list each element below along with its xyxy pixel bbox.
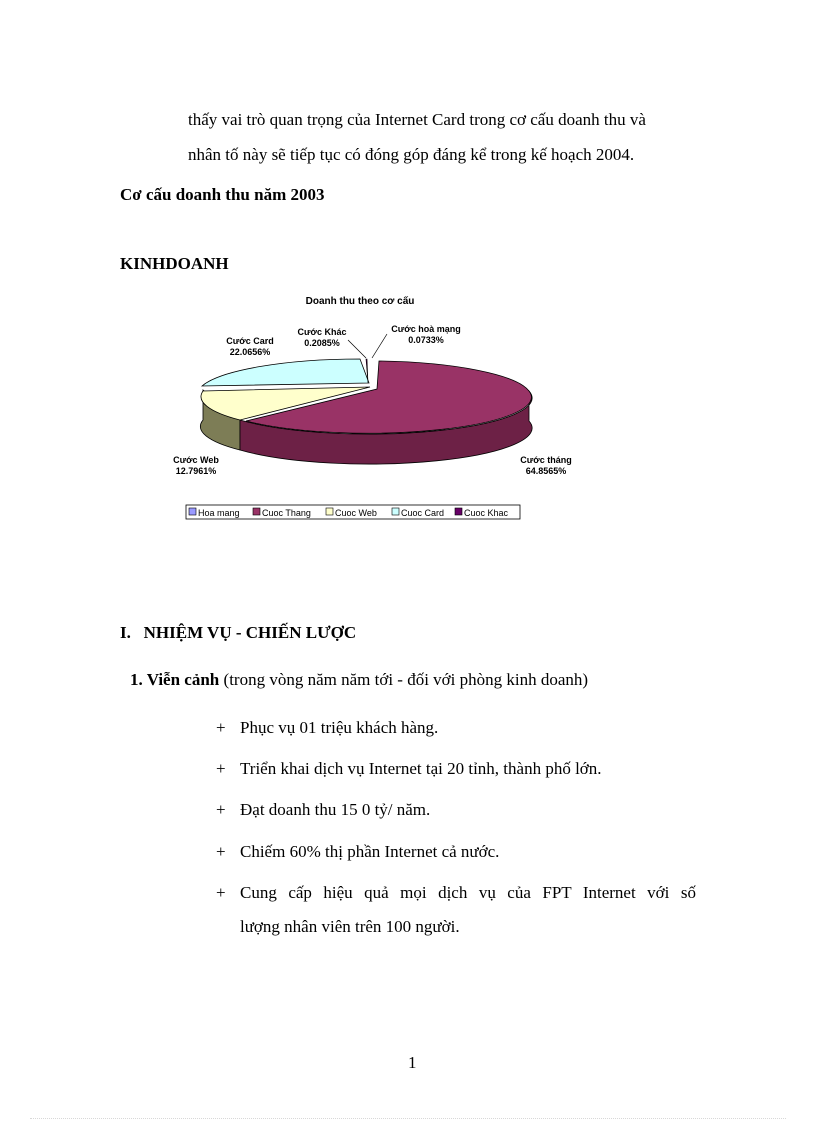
legend-label-khac: Cuoc Khac [464, 508, 509, 518]
bullet-item-1: Phục vụ 01 triệu khách hàng. [240, 718, 439, 737]
label-hoamang-value: 0.0733% [408, 335, 444, 345]
section-title: I. NHIỆM VỤ - CHIẾN LƯỢC [120, 623, 357, 642]
bullet-item-3: Đạt doanh thu 15 0 tỷ/ năm. [240, 800, 431, 819]
kinhdoanh-heading: KINHDOANH [120, 254, 229, 273]
legend-swatch-khac [455, 508, 462, 515]
bullet-sign-3: + [216, 800, 226, 819]
label-khac-name: Cước Khác [297, 327, 347, 337]
legend-swatch-hoamang [189, 508, 196, 515]
pie-slice-card [202, 359, 369, 386]
subsection-heading [130, 670, 588, 690]
bullet-item-5-continued: lượng nhân viên trên 100 người. [240, 917, 460, 936]
legend-swatch-card [392, 508, 399, 515]
page-bottom-border [30, 1118, 786, 1119]
label-hoamang-name: Cước hoà mạng [391, 324, 461, 334]
label-thang-value: 64.8565% [525, 466, 567, 476]
bullet-item-5: Cung cấp hiệu quả mọi dịch vụ của FPT Internet với số [240, 883, 696, 902]
bullet-item-4: Chiếm 60% thị phần Internet cả nước. [240, 842, 500, 861]
legend-label-thang: Cuoc Thang [262, 508, 311, 518]
intro-line-2: nhân tố này sẽ tiếp tục có đóng góp đáng kể trong kế hoạch 2004. [188, 145, 635, 164]
revenue-pie-chart [120, 288, 600, 524]
label-khac-value: 0.2085% [304, 338, 340, 348]
chart-title: Doanh thu theo cơ cấu [305, 296, 415, 307]
bullet-sign-2: + [216, 759, 226, 778]
label-web-value: 12.7961% [175, 466, 217, 476]
bullet-sign-5: + [216, 883, 226, 902]
subsection-title: 1. Viễn cảnh [130, 670, 220, 689]
bullet-item-2: Triển khai dịch vụ Internet tại 20 tỉnh, thành phố lớn. [240, 759, 602, 778]
subsection-note: (trong vòng năm năm tới - đối với phòng kinh doanh) [219, 670, 589, 689]
label-card-name: Cước Card [226, 336, 274, 346]
leader-hoamang [372, 334, 387, 358]
label-thang-name: Cước tháng [520, 455, 572, 465]
label-card-value: 22.0656% [229, 347, 271, 357]
legend-label-web: Cuoc Web [335, 508, 377, 518]
legend-swatch-web [326, 508, 333, 515]
bullet-sign-1: + [216, 718, 226, 737]
legend-label-card: Cuoc Card [401, 508, 445, 518]
bullet-sign-4: + [216, 842, 226, 861]
revenue-heading: Cơ cấu doanh thu năm 2003 [120, 185, 325, 204]
legend-swatch-thang [253, 508, 260, 515]
leader-khac [348, 340, 366, 358]
page-number: 1 [408, 1053, 417, 1072]
legend-label-hoamang: Hoa mang [198, 508, 240, 518]
intro-line-1: thấy vai trò quan trọng của Internet Card trong cơ cấu doanh thu và [188, 110, 646, 129]
label-web-name: Cước Web [173, 455, 219, 465]
